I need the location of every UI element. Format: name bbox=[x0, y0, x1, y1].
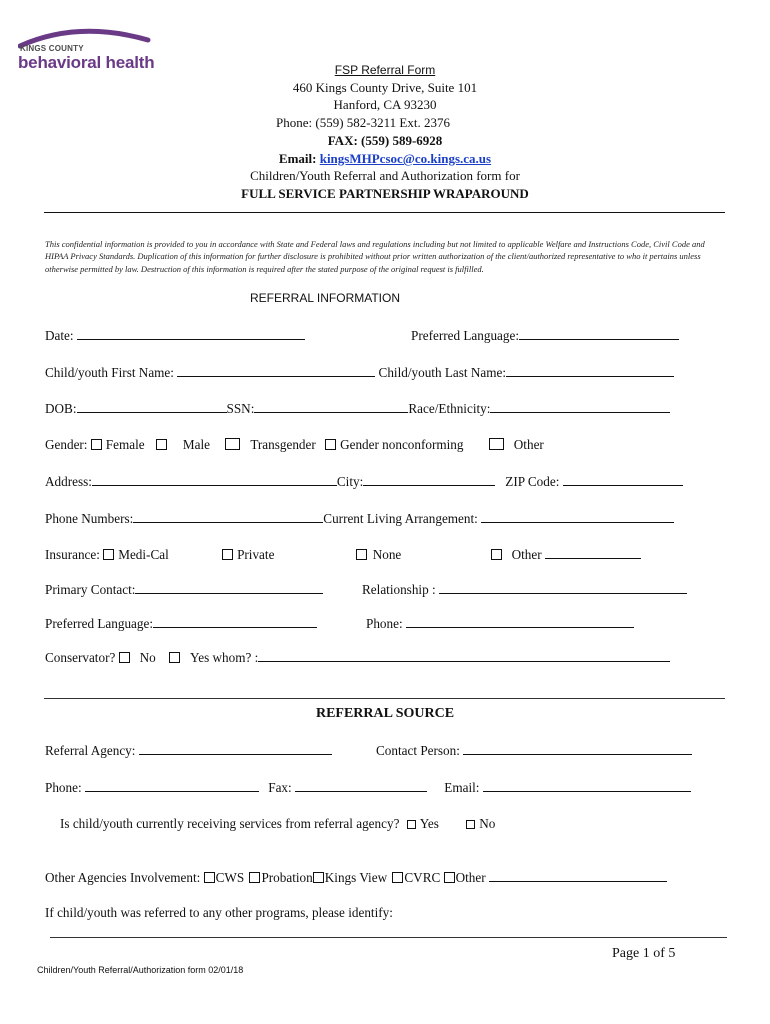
dob-row: DOB: SSN: Race/Ethnicity: bbox=[45, 400, 670, 417]
kings-view-checkbox[interactable] bbox=[313, 872, 324, 883]
zip-field[interactable] bbox=[563, 473, 683, 486]
relationship-row: Relationship : bbox=[362, 581, 687, 598]
header-divider bbox=[44, 212, 725, 213]
header-address2: Hanford, CA 93230 bbox=[333, 97, 437, 112]
medical-checkbox[interactable] bbox=[103, 549, 114, 560]
contact-phone-field[interactable] bbox=[406, 615, 634, 628]
header-address1: 460 Kings County Drive, Suite 101 bbox=[292, 80, 478, 95]
gender-other-checkbox[interactable] bbox=[489, 438, 504, 450]
contact-person-row: Contact Person: bbox=[376, 742, 692, 759]
private-checkbox[interactable] bbox=[222, 549, 233, 560]
preferred-language-row: Preferred Language: bbox=[411, 327, 679, 344]
footer-text: Children/Youth Referral/Authorization form 02/01/18 bbox=[37, 965, 244, 975]
transgender-checkbox[interactable] bbox=[225, 438, 240, 450]
logo-name-text: behavioral health bbox=[18, 53, 155, 72]
date-field[interactable] bbox=[77, 327, 305, 340]
first-name-field[interactable] bbox=[177, 364, 375, 377]
race-field[interactable] bbox=[490, 400, 670, 413]
phone-numbers-field[interactable] bbox=[133, 510, 323, 523]
insurance-row: Insurance: Medi-Cal Private None Other bbox=[45, 546, 641, 563]
referral-agency-field[interactable] bbox=[139, 742, 332, 755]
other-programs-label: If child/youth was referred to any other programs, please identify: bbox=[45, 905, 393, 920]
section-divider bbox=[44, 698, 725, 699]
gender-row: Gender: Female Male Transgender Gender nonconforming Other bbox=[45, 437, 544, 452]
logo-county-text: KINGS COUNTY bbox=[20, 44, 84, 53]
preferred-language-field[interactable] bbox=[519, 327, 679, 340]
name-row: Child/youth First Name: Child/youth Last Name: bbox=[45, 364, 674, 381]
section-title-referral-info: REFERRAL INFORMATION bbox=[250, 291, 401, 305]
address-field[interactable] bbox=[92, 473, 337, 486]
agency-other-checkbox[interactable] bbox=[444, 872, 455, 883]
agency-other-field[interactable] bbox=[489, 869, 667, 882]
header-fax: FAX: (559) 589-6928 bbox=[327, 133, 443, 148]
receiving-no-checkbox[interactable] bbox=[466, 820, 475, 829]
conservator-yes-checkbox[interactable] bbox=[169, 652, 180, 663]
contact-phone-row: Phone: bbox=[366, 615, 634, 632]
probation-checkbox[interactable] bbox=[249, 872, 260, 883]
last-name-field[interactable] bbox=[506, 364, 674, 377]
insurance-other-checkbox[interactable] bbox=[491, 549, 502, 560]
source-email-field[interactable] bbox=[483, 779, 691, 792]
conservator-no-checkbox[interactable] bbox=[119, 652, 130, 663]
source-phone-field[interactable] bbox=[85, 779, 259, 792]
referral-agency-row: Referral Agency: bbox=[45, 742, 332, 759]
conservator-whom-field[interactable] bbox=[258, 649, 670, 662]
contact-person-field[interactable] bbox=[463, 742, 692, 755]
section-title-referral-source: REFERRAL SOURCE bbox=[315, 706, 455, 721]
preferred-language2-row: Preferred Language: bbox=[45, 615, 317, 632]
source-phone-row: Phone: Fax: Email: bbox=[45, 779, 691, 796]
receiving-yes-checkbox[interactable] bbox=[407, 820, 416, 829]
header-email-line: Email: kingsMHPcsoc@co.kings.ca.us bbox=[278, 151, 492, 166]
other-programs-line[interactable] bbox=[50, 937, 727, 938]
none-checkbox[interactable] bbox=[356, 549, 367, 560]
address-row: Address: City: ZIP Code: bbox=[45, 473, 683, 490]
male-checkbox[interactable] bbox=[156, 439, 167, 450]
cvrc-checkbox[interactable] bbox=[392, 872, 403, 883]
date-row: Date: bbox=[45, 327, 305, 344]
living-arrangement-field[interactable] bbox=[481, 510, 674, 523]
confidentiality-notice: This confidential information is provided to you in accordance with State and Federal laws and regulations including but not limited to applicable Welfare and Instructions Code, Civil Code and HIPAA Privacy Standards. Duplication of this information for further disclosure is prohibited without prior written authorization of the client/authorized representative to who it pertains unless otherwise permitted by law. Destruction of this information is required after the stated purpose of the original request is fulfilled. bbox=[45, 239, 705, 274]
page-number: Page 1 of 5 bbox=[612, 946, 676, 961]
nonconforming-checkbox[interactable] bbox=[325, 439, 336, 450]
relationship-field[interactable] bbox=[439, 581, 687, 594]
other-agencies-row: Other Agencies Involvement: CWS Probation Kings View CVRC Other bbox=[45, 869, 667, 886]
email-link[interactable]: kingsMHPcsoc@co.kings.ca.us bbox=[319, 151, 492, 166]
ssn-field[interactable] bbox=[254, 400, 408, 413]
insurance-other-field[interactable] bbox=[545, 546, 641, 559]
cws-checkbox[interactable] bbox=[204, 872, 215, 883]
phone-numbers-row: Phone Numbers: Current Living Arrangement: bbox=[45, 510, 674, 527]
form-title: FSP Referral Form bbox=[334, 63, 436, 77]
primary-contact-field[interactable] bbox=[135, 581, 323, 594]
dob-field[interactable] bbox=[77, 400, 227, 413]
conservator-row: Conservator? No Yes whom? : bbox=[45, 649, 670, 666]
receiving-services-row: Is child/youth currently receiving services from referral agency? Yes No bbox=[60, 816, 496, 831]
preferred-language2-field[interactable] bbox=[153, 615, 317, 628]
header-subtitle: Children/Youth Referral and Authorization form for bbox=[250, 168, 520, 183]
header-program: FULL SERVICE PARTNERSHIP WRAPAROUND bbox=[241, 186, 529, 201]
primary-contact-row: Primary Contact: bbox=[45, 581, 323, 598]
female-checkbox[interactable] bbox=[91, 439, 102, 450]
header-phone: Phone: (559) 582-3211 Ext. 2376 bbox=[276, 115, 450, 130]
source-fax-field[interactable] bbox=[295, 779, 427, 792]
city-field[interactable] bbox=[363, 473, 495, 486]
